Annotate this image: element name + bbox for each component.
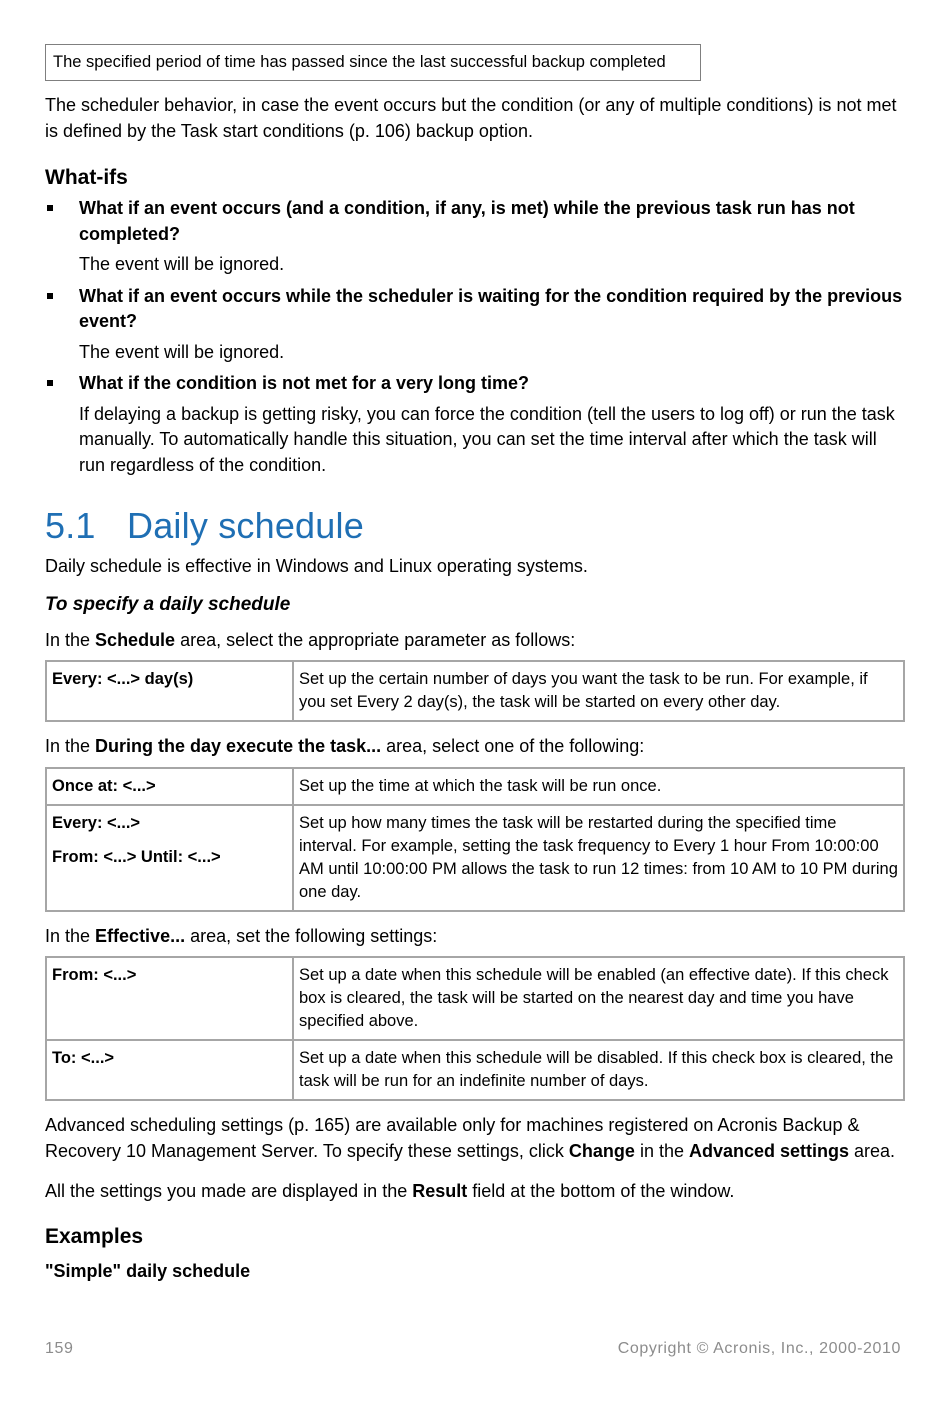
parameter-cell: To: <...>	[46, 1040, 293, 1100]
document-page	[45, 44, 905, 1284]
text-run: in the	[634, 1140, 689, 1161]
description-cell: Set up a date when this schedule will be disabled. If this check box is cleared, the task will be run for an indefinite number of days.	[293, 1040, 904, 1100]
condition-box: The specified period of time has passed since the last successful backup completed	[45, 44, 701, 81]
text-run-bold: Advanced settings	[688, 1140, 850, 1161]
intro-paragraph: The scheduler behavior, in case the event occurs but the condition (or any of multiple conditions) is not met is defined by the Task start conditions (p. 106) backup option.	[45, 95, 897, 141]
page-footer	[45, 1340, 901, 1358]
section-heading	[45, 504, 905, 548]
text-run: Advanced scheduling settings (p. 165) are available only for machines registered on Acronis Backup & Recovery 10 Management Server. To specify these settings, click	[45, 1115, 860, 1161]
text-run: All the settings you made are displayed in the	[45, 1181, 413, 1201]
section-title: Daily schedule	[127, 505, 364, 546]
text-run-bold: Change	[568, 1140, 635, 1161]
parameter-cell: From: <...>	[46, 957, 293, 1040]
whatifs-list	[45, 196, 905, 478]
section-number: 5.1	[45, 505, 96, 546]
whatif-question: What if an event occurs (and a condition, if any, is met) while the previous task run has not completed?	[79, 198, 855, 244]
section-lead: Daily schedule is effective in Windows and Linux operating systems.	[45, 556, 588, 576]
during-table	[45, 767, 905, 912]
whatif-item	[45, 371, 905, 478]
table-row	[46, 768, 904, 805]
text-run-bold: Schedule	[95, 629, 176, 650]
table-row	[46, 957, 904, 1040]
description-cell: Set up how many times the task will be restarted during the specified time interval. For example, setting the task frequency to Every 1 hour From 10:00:00 AM until 10:00:00 PM allows the task to run 12 times: from 10 AM to 10 PM during one day.	[293, 805, 904, 911]
copyright-notice: Copyright © Acronis, Inc., 2000-2010	[617, 1340, 901, 1357]
text-run: In the	[45, 736, 96, 756]
whatif-answer: The event will be ignored.	[79, 341, 285, 362]
effective-table	[45, 956, 905, 1101]
text-run: In the	[45, 629, 96, 650]
advanced-paragraph	[45, 1113, 905, 1164]
square-bullet-icon	[47, 293, 53, 299]
whatif-question: What if an event occurs while the scheduler is waiting for the condition required by the previous event?	[79, 285, 903, 331]
parameter-cell: Every: <...> day(s)	[46, 661, 293, 721]
square-bullet-icon	[47, 380, 53, 386]
schedule-area-instruction	[45, 628, 905, 654]
text-run: area, select the appropriate parameter as follows:	[175, 629, 576, 650]
text-run: field at the bottom of the window.	[467, 1181, 735, 1201]
text-run-bold: During the day execute the task...	[95, 736, 382, 756]
procedure-title: To specify a daily schedule	[45, 593, 291, 615]
text-run: area, set the following settings:	[185, 925, 438, 946]
description-cell: Set up the time at which the task will be run once.	[293, 768, 904, 805]
examples-subheading: "Simple" daily schedule	[45, 1260, 251, 1281]
text-run: area.	[849, 1140, 896, 1161]
whatif-answer: The event will be ignored.	[79, 254, 285, 274]
parameter-line: Every: <...>	[52, 813, 141, 832]
effective-area-instruction	[45, 924, 905, 950]
whatif-item	[45, 196, 905, 278]
table-row	[46, 661, 904, 721]
during-area-instruction	[45, 734, 905, 760]
whatif-answer: If delaying a backup is getting risky, you can force the condition (tell the users to log off) or run the task manually. To automatically handle this situation, you can set the time interval after which the task will run regardless of the condition.	[79, 403, 895, 475]
parameter-cell	[46, 805, 293, 911]
text-run: In the	[45, 925, 96, 946]
square-bullet-icon	[47, 205, 53, 211]
parameter-cell: Once at: <...>	[46, 768, 293, 805]
result-paragraph	[45, 1179, 905, 1205]
whatif-question: What if the condition is not met for a very long time?	[79, 373, 530, 393]
whatif-item	[45, 284, 905, 366]
table-row	[46, 1040, 904, 1100]
page-number: 159	[45, 1340, 74, 1357]
parameter-line: From: <...> Until: <...>	[52, 847, 221, 866]
examples-heading: Examples	[45, 1224, 144, 1248]
text-run: area, select one of the following:	[381, 736, 645, 756]
text-run-bold: Result	[412, 1181, 468, 1201]
text-run-bold: Effective...	[95, 925, 186, 946]
schedule-table	[45, 660, 905, 722]
whatifs-heading: What-ifs	[45, 166, 128, 189]
description-cell: Set up the certain number of days you want the task to be run. For example, if you set Every 2 day(s), the task will be started on every other day.	[293, 661, 904, 721]
table-row	[46, 805, 904, 911]
description-cell: Set up a date when this schedule will be enabled (an effective date). If this check box is cleared, the task will be started on the nearest day and time you have specified above.	[293, 957, 904, 1040]
